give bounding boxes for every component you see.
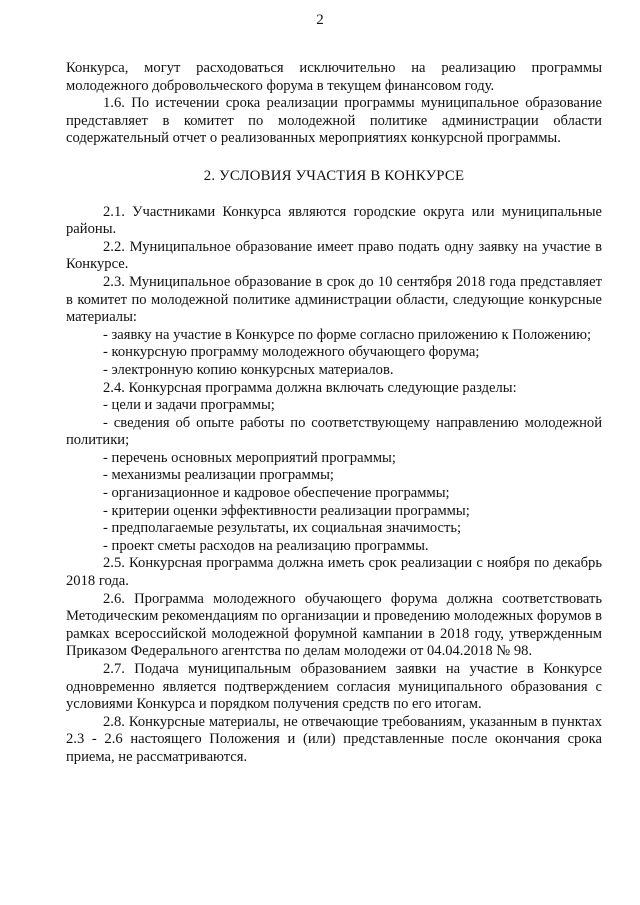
list-item: - конкурсную программу молодежного обучающего форума; (103, 344, 480, 361)
list-item: - проект сметы расходов на реализацию программы. (103, 537, 429, 554)
paragraph-continuation: Конкурса, могут расходоваться исключительно на реализацию программы молодежного добровольческого форума в текущем финансовом году. (66, 60, 602, 94)
page-number: 2 (316, 12, 324, 28)
list-item: - цели и задачи программы; (103, 397, 275, 414)
paragraph-2-8: 2.8. Конкурсные материалы, не отвечающие требованиям, указанным в пунктах 2.3 - 2.6 настоящего Положения и (или) представленные после окончания срока приема, не рассматриваются. (66, 713, 602, 765)
paragraph-2-3: 2.3. Муниципальное образование в срок до 10 сентября 2018 года представляет в комитет по молодежной политике администрации области, следующие конкурсные материалы: (66, 273, 602, 326)
section-heading: 2. УСЛОВИЯ УЧАСТИЯ В КОНКУРСЕ (203, 167, 465, 184)
paragraph-2-2: 2.2. Муниципальное образование имеет право подать одну заявку на участие в Конкурсе. (66, 238, 602, 273)
list-item: - перечень основных мероприятий программы; (103, 449, 396, 466)
document-body (66, 60, 602, 767)
paragraph-2-1: 2.1. Участниками Конкурса являются городские округа или муниципальные районы. (66, 203, 602, 238)
paragraph-1-6: 1.6. По истечении срока реализации программы муниципальное образование представляет в комитет по молодежной политике администрации области содержательный отчет о реализованных мероприятиях конкурсной программы. (66, 95, 602, 147)
paragraph-2-6: 2.6. Программа молодежного обучающего форума должна соответствовать Методическим рекомендациям по организации и проведению молодежных форумов в рамках всероссийской молодежной форумной кампании в 2018 году, утвержденным Приказом Федерального агентства по делам молодежи от 04.04.2018 № 98. (66, 590, 602, 660)
paragraph-2-7: 2.7. Подача муниципальным образованием заявки на участие в Конкурсе одновременно является подтверждением согласия муниципального образования с условиями Конкурса и порядком получения средств по его итогам. (66, 661, 602, 713)
paragraph-2-5: 2.5. Конкурсная программа должна иметь срок реализации с ноября по декабрь 2018 года. (66, 555, 602, 590)
list-item: - критерии оценки эффективности реализации программы; (103, 502, 470, 519)
list-item: - электронную копию конкурсных материалов. (103, 361, 394, 378)
list-item: - организационное и кадровое обеспечение программы; (103, 485, 450, 502)
list-item: - предполагаемые результаты, их социальная значимость; (103, 520, 462, 537)
list-item: - заявку на участие в Конкурсе по форме согласно приложению к Положению; (103, 326, 592, 343)
paragraph-2-4: 2.4. Конкурсная программа должна включать следующие разделы: (103, 379, 517, 396)
list-item: - сведения об опыте работы по соответствующему направлению молодежной политики; (66, 414, 602, 449)
list-item: - механизмы реализации программы; (103, 467, 334, 484)
